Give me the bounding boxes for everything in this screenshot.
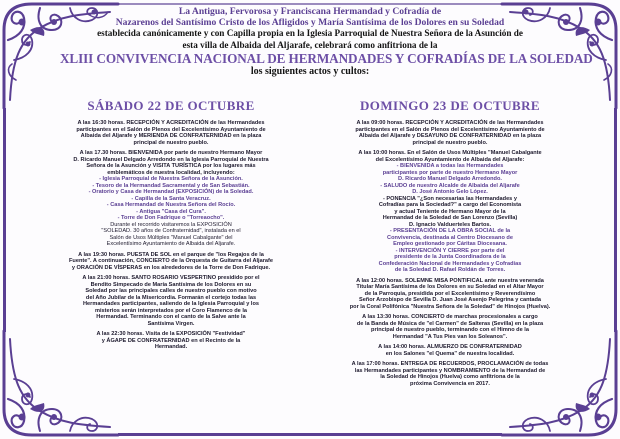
schedule-line: del Año Jubilar de la Misericordia. Formarán el cortejo todas las — [85, 294, 257, 301]
schedule-line: Salón de Usos Múltiples "Manuel Cabalgante" del — [109, 234, 233, 241]
schedule-line: - Iglesia Parroquial de Nuestra Señora de la Asunción. — [99, 176, 243, 182]
schedule-line: participantes en el Salón de Plenos del Excelentísimo Ayuntamiento de — [355, 126, 545, 133]
schedule-line: participantes en el Salón de Plenos del Excelentísimo Ayuntamiento de — [76, 126, 266, 133]
schedule-line: Santísima Virgen. — [147, 320, 195, 327]
header-intro-line-4: esta villa de Albaida del Aljarafe, celebrará como anfitriona de la — [182, 39, 438, 50]
schedule-line: - Tesoro de la Hermandad Sacramental y de San Sebastián. — [92, 182, 250, 189]
brotherhood-name-line-1: La Antigua, Fervorosa y Franciscana Hermandad y Cofradía de — [178, 6, 442, 17]
schedule-line: A las 13:30 horas. CONCIERTO de marchas procesionales a cargo — [362, 314, 538, 320]
schedule-line: de la Parroquia, presidida por el Excelentísimo y Reverendísimo — [364, 290, 536, 297]
brotherhood-name-line-2: Nazarenos del Santísimo Cristo de los Afligidos y María Santísima de los Dolores en su Soledad — [115, 17, 505, 29]
schedule-item — [40, 120, 302, 146]
schedule-line: y actual Teniente de Hermano Mayor de la — [394, 208, 506, 215]
border-bottom — [118, 433, 502, 436]
schedule-line: Hermandad de la Soledad de San Lorenzo (Sevilla) — [382, 215, 518, 221]
schedule-line: emblemáticos de nuestra localidad, incluyendo: — [107, 169, 235, 176]
schedule-line: Confederación Nacional de Hermandades y Cofradías — [378, 260, 522, 267]
schedule-line: A las 10:00 horas. En el Salón de Usos Múltiples "Manuel Cabalgante — [358, 150, 542, 156]
schedule-line: próxima Convivencia en 2017. — [410, 380, 490, 387]
schedule-item — [40, 331, 302, 351]
schedule-line: - Antigua "Casa del Cura". — [136, 208, 206, 215]
schedule-line: participantes por parte de nuestro Hermano Mayor — [382, 169, 518, 176]
schedule-item — [40, 275, 302, 327]
schedule-line: por la Coral Polifónica "Nuestra Señora de la Soledad" de Hinojos (Huelva). — [349, 303, 551, 310]
schedule-line: A las 21:00 horas. SANTO ROSARIO VESPERTINO presidido por el — [82, 275, 260, 281]
schedule-line: A las 12:00 horas. SOLEMNE MISA PONTIFICAL ante nuestra venerada — [356, 277, 544, 284]
schedule-line: misterios serán interpretados por el Coro Flamenco de la — [94, 307, 247, 314]
schedule-item — [318, 150, 582, 274]
schedule-line: - PONENCIA "¿Son necesarias las Hermandades y — [383, 195, 517, 202]
schedule-line: A las 17:00 horas. ENTREGA DE RECUERDOS, PROCLAMACIÓN de todas — [351, 361, 549, 367]
schedule-line: Albaida del Aljarafe y MERIENDA DE CONFRATERNIDAD en la plaza — [80, 133, 262, 139]
event-subtitle: los siguientes actos y cultos: — [250, 65, 370, 77]
border-left — [3, 108, 6, 332]
schedule-line: Señora de la Asunción y VISITA TURÍSTICA por los lugares más — [86, 163, 256, 169]
schedule-line: del Excelentísimo Ayuntamiento de Albaida del Aljarafe: — [375, 156, 525, 163]
sunday-heading: DOMINGO 23 DE OCTUBRE — [360, 98, 540, 113]
header-intro-line-3: establecida canónicamente y con Capilla propia en la Iglesia Parroquial de Nuestra Señora de la Asunción de — [97, 28, 523, 39]
schedule-line: principal de nuestro pueblo, terminando con el Himno de la — [371, 327, 529, 333]
schedule-line: D. Ricardo Manuel Delgado Arredondo. — [398, 176, 502, 182]
sunday-schedule — [318, 120, 582, 387]
schedule-line: "SOLEDAD. 30 años de Confraternidad", instalada en el — [101, 228, 241, 234]
saturday-column — [40, 98, 302, 355]
event-title: XLIII CONVIVENCIA NACIONAL DE HERMANDADES Y COFRADÍAS DE LA SOLEDAD — [60, 50, 593, 66]
poster-header — [60, 6, 593, 78]
schedule-item — [318, 344, 582, 357]
schedule-line: Bendito Simpecado de María Santísima de los Dolores en su — [90, 281, 252, 288]
schedule-line: la Soledad de Hinojos (Huelva) como anfitriona de la — [380, 374, 520, 380]
schedule-item — [318, 361, 582, 387]
schedule-item — [40, 252, 302, 272]
schedule-line: de la Banda de Música de "el Carmen" de Salteras (Sevilla) en la plaza — [356, 320, 544, 327]
border-top — [118, 3, 502, 5]
schedule-line: A las 17.30 horas. BIENVENIDA por parte de nuestro Hermano Mayor — [79, 150, 263, 156]
schedule-item — [318, 120, 582, 146]
schedule-line: Albaida del Aljarafe y DESAYUNO DE CONFRATERNIDAD en la plaza — [358, 133, 542, 139]
schedule-line: Fuente". A continuación, CONCIERTO de la Orquesta de Guitarra del Aljarafe — [69, 258, 273, 264]
schedule-line: Cofradías para la Sociedad?" a cargo del Economista — [378, 202, 522, 208]
schedule-line: Hermandad. — [154, 344, 188, 350]
schedule-line: - Torre de Don Fadrique o "Torreaocho". — [117, 215, 225, 221]
schedule-line: principal de nuestro pueblo. — [412, 139, 488, 146]
schedule-item — [40, 150, 302, 248]
schedule-line: A las 19:30 horas. PUESTA DE SOL en el parque de "los Regajos de la — [78, 251, 264, 258]
schedule-line: y ORACIÓN DE VÍSPERAS en los alrededores de la Torre de Don Fadrique. — [71, 264, 271, 271]
schedule-line: Soledad por las principales calles de nuestro pueblo con motivo — [85, 288, 257, 294]
saturday-heading: SÁBADO 22 DE OCTUBRE — [87, 98, 255, 113]
border-right — [614, 108, 617, 332]
schedule-line: las Hermandades participantes y NOMBRAMIENTO de la Hermandad de — [354, 367, 546, 374]
schedule-line: - BIENVENIDA a todas las Hermandades — [396, 163, 504, 169]
schedule-line: - Oratorio y Casa de Hermandad (EXPOSICIÓN) de la Soledad. — [88, 189, 254, 195]
schedule-line: de la Soledad D. Rafael Roldán de Torres. — [394, 267, 506, 273]
schedule-item — [318, 314, 582, 340]
saturday-schedule — [40, 120, 302, 351]
schedule-line: Durante el recorrido visitaremos la EXPOSICIÓN — [110, 221, 232, 228]
schedule-line: A las 09:00 horas. RECEPCIÓN Y ACREDITACIÓN de las Hermandades — [356, 120, 544, 126]
schedule-line: Empleo gestionado por Cáritas Diocesana. — [393, 241, 507, 247]
schedule-line: - INTERVENCIÓN Y CIERRE por parte del — [395, 247, 505, 254]
schedule-line: presidente de la Junta Coordinadora de la — [394, 254, 506, 260]
schedule-line: A las 16:30 horas. RECEPCIÓN Y ACREDITACIÓN de las Hermandades — [77, 120, 265, 126]
schedule-line: - Capilla de la Santa Veracruz. — [131, 195, 211, 202]
schedule-line: en los Salones "el Quema" de nuestra localidad. — [385, 350, 515, 357]
schedule-line: Señor Arzobispo de Sevilla D. Juan José Asenjo Pelegrina y cantada — [358, 297, 542, 303]
schedule-line: D. Ignacio Valduerteles Bartos. — [408, 221, 492, 228]
schedule-line: - SALUDO de nuestro Alcalde de Albaida del Aljarafe — [380, 182, 520, 189]
schedule-line: Titular María Santísima de los Dolores en su Soledad en el Altar Mayor — [356, 284, 544, 290]
schedule-line: y ÁGAPE DE CONFRATERNIDAD en el Recinto de la — [101, 337, 241, 344]
schedule-line: D. Ricardo Manuel Delgado Arredondo en la Iglesia Parroquial de Nuestra — [73, 156, 269, 163]
schedule-line: - Casa Hermandad de Nuestra Señora del Rocío. — [106, 202, 236, 208]
schedule-line: Hermandad "A Tus Pies van los Soleanos". — [392, 333, 508, 340]
schedule-line: Hermandad. Terminando con el canto de la Salve ante la — [96, 314, 246, 320]
schedule-line: Convivencia, destinada al Centro Diocesano de — [387, 234, 513, 241]
schedule-line: A las 22:30 horas. Visita de la EXPOSICIÓN "Festividad" — [96, 331, 246, 337]
schedule-line: - PRESENTACIÓN DE LA OBRA SOCIAL de la — [389, 228, 511, 234]
schedule-line: A las 14:00 horas. ALMUERZO DE CONFRATERNIDAD — [378, 344, 522, 350]
schedule-line: principal de nuestro pueblo. — [133, 139, 209, 146]
schedule-line: Hermandades participantes, saliendo de la Iglesia Parroquial y los — [83, 301, 259, 307]
schedule-item — [318, 278, 582, 311]
schedule-line: Excelentísimo Ayuntamiento de Albaida del Aljarafe. — [106, 241, 236, 247]
sunday-column — [318, 98, 582, 391]
schedule-line: D. José Antonio Gelo López. — [412, 189, 488, 195]
